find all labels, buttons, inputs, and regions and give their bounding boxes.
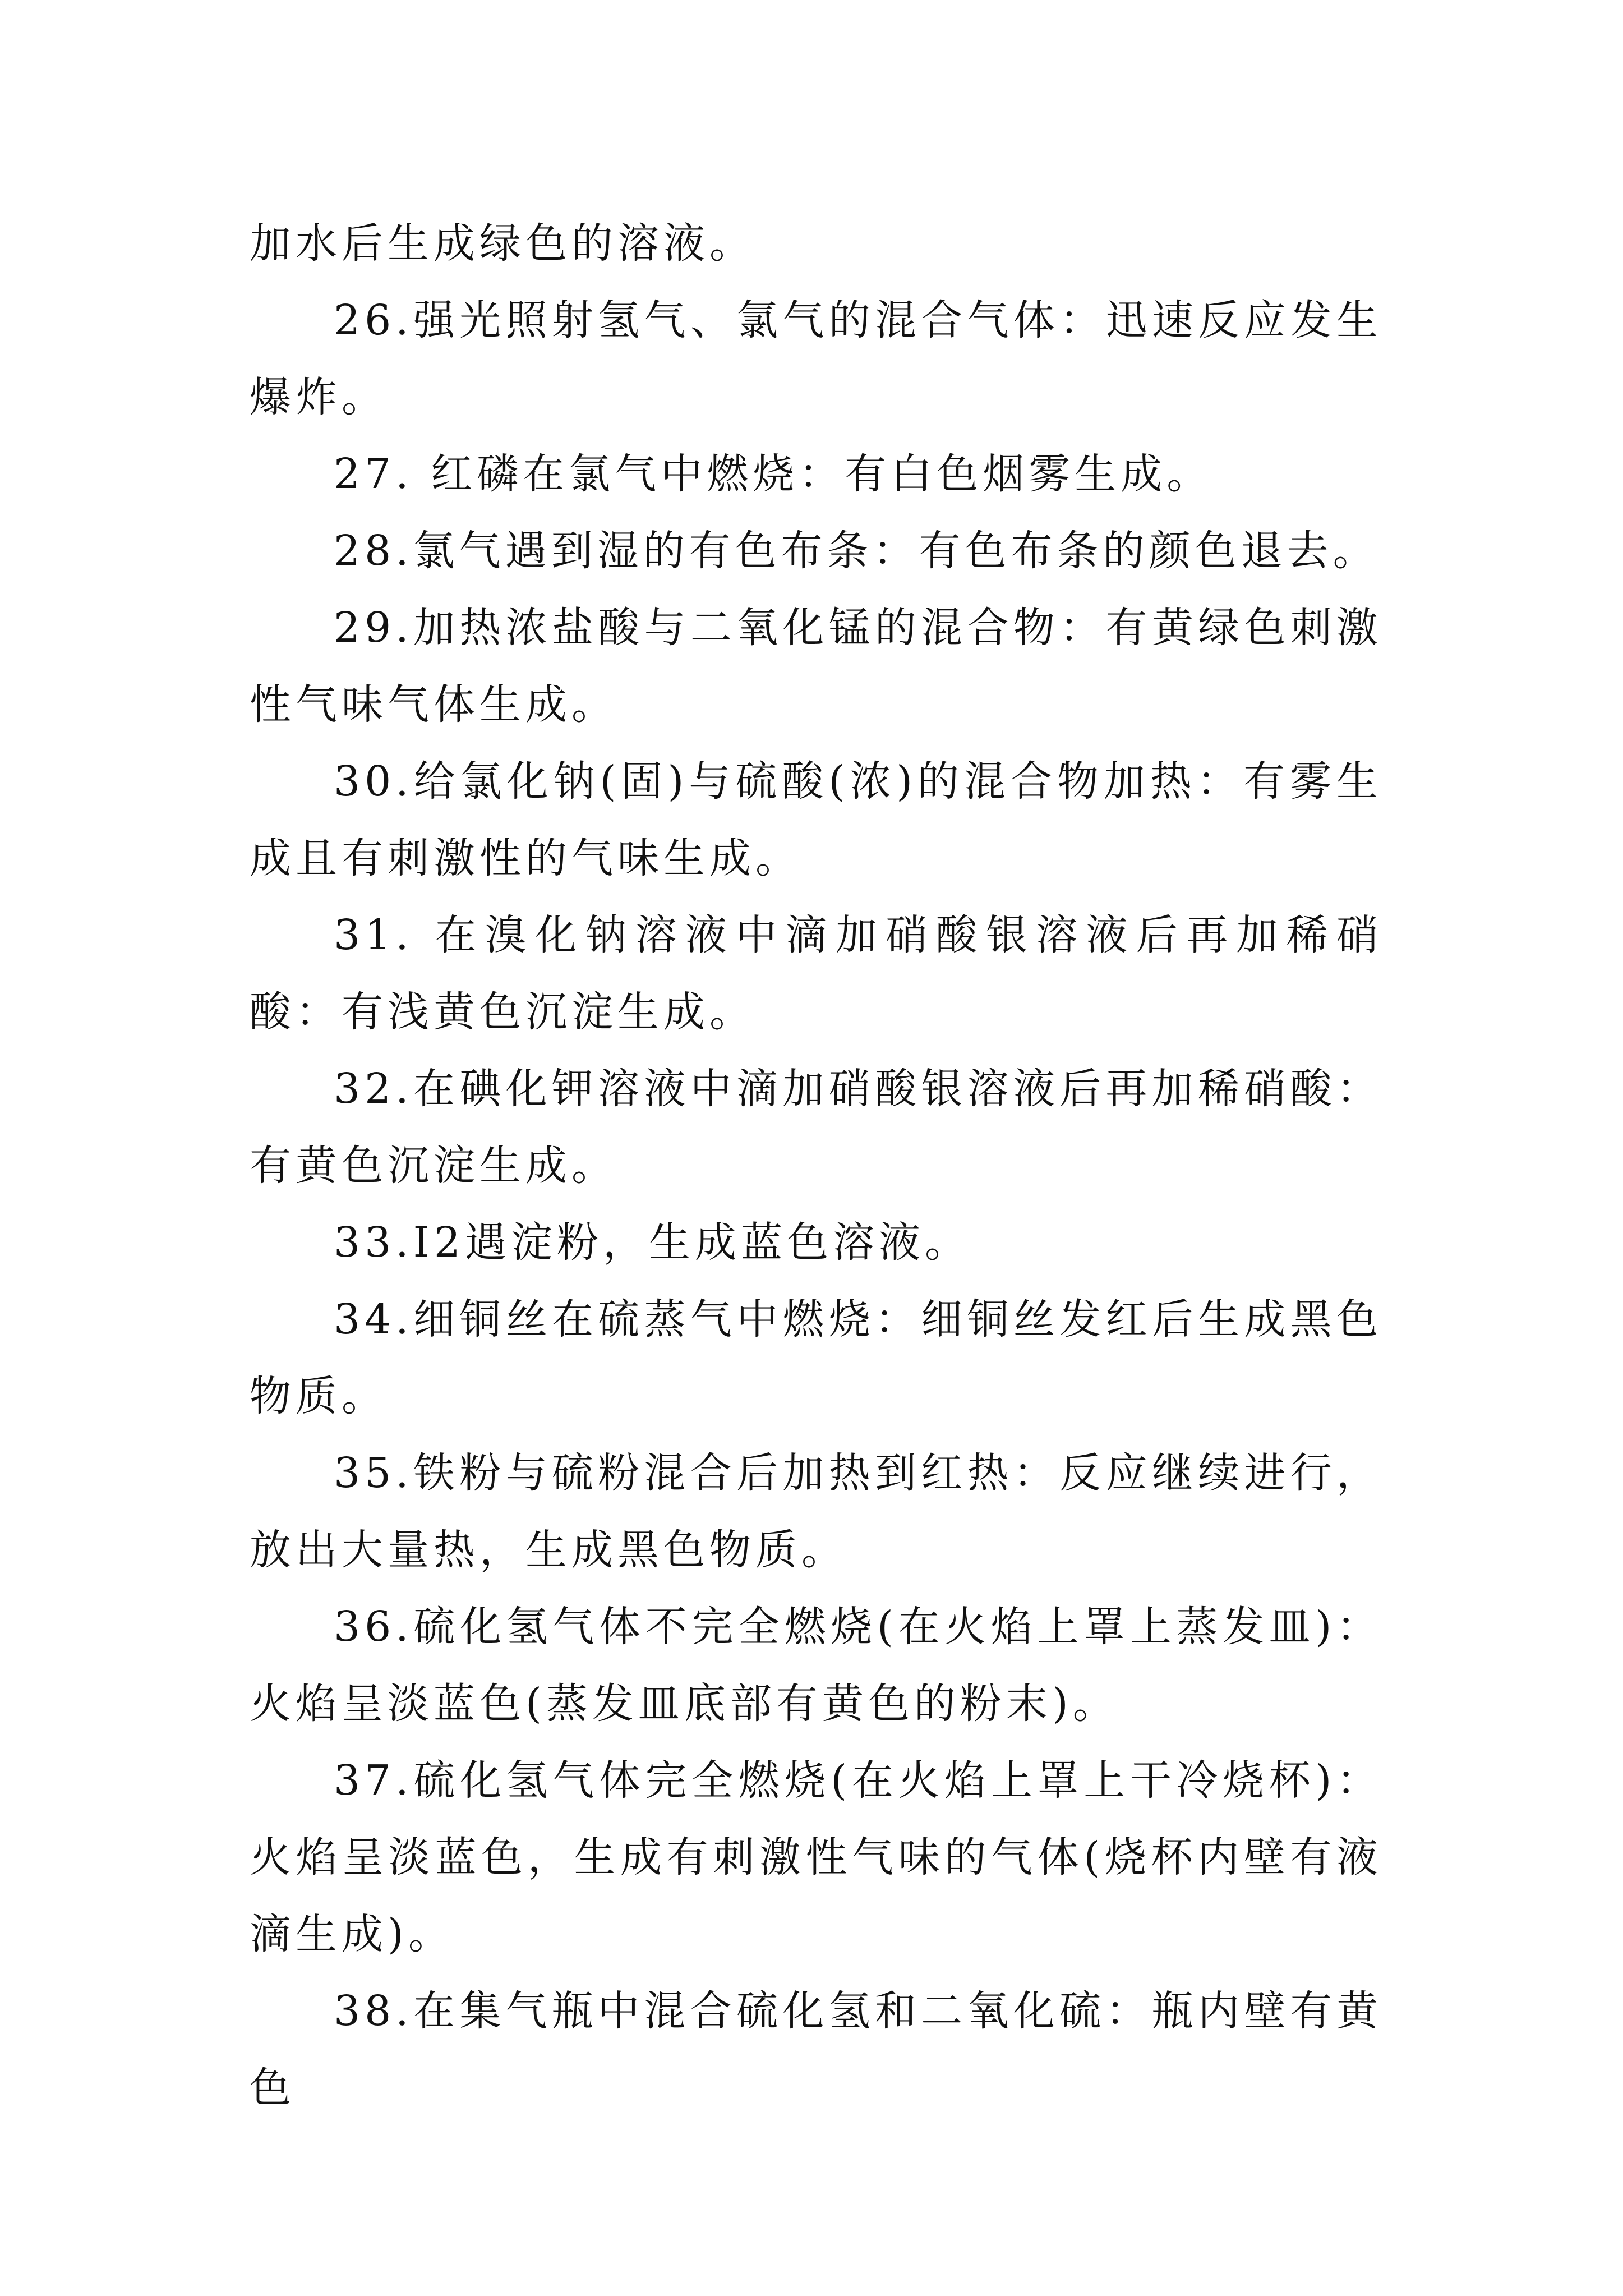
paragraph-item-34: 34.细铜丝在硫蒸气中燃烧：细铜丝发红后生成黑色物质。: [250, 1295, 1382, 1420]
paragraph-item-37: 37.硫化氢气体完全燃烧(在火焰上罩上干冷烧杯)：火焰呈淡蓝色，生成有刺激性气味的气体(烧杯内壁有液滴生成)。: [250, 1756, 1382, 1958]
paragraph-item-26: 26.强光照射氢气、氯气的混合气体：迅速反应发生爆炸。: [250, 296, 1382, 421]
paragraph-item-27: 27. 红磷在氯气中燃烧：有白色烟雾生成。: [334, 450, 1213, 498]
paragraph-item-29: 29.加热浓盐酸与二氧化锰的混合物：有黄绿色刺激性气味气体生成。: [250, 604, 1382, 729]
document-body: [250, 205, 1382, 2127]
paragraph-item-38: 38.在集气瓶中混合硫化氢和二氧化硫：瓶内壁有黄色: [250, 1987, 1382, 2112]
paragraph-item-30: 30.给氯化钠(固)与硫酸(浓)的混合物加热：有雾生成且有刺激性的气味生成。: [250, 757, 1382, 882]
paragraph-item-36: 36.硫化氢气体不完全燃烧(在火焰上罩上蒸发皿)：火焰呈淡蓝色(蒸发皿底部有黄色的粉末)。: [250, 1603, 1382, 1728]
paragraph-item-31: 31. 在溴化钠溶液中滴加硝酸银溶液后再加稀硝酸：有浅黄色沉淀生成。: [250, 911, 1382, 1036]
paragraph-item-28: 28.氯气遇到湿的有色布条：有色布条的颜色退去。: [334, 527, 1379, 575]
paragraph-item-35: 35.铁粉与硫粉混合后加热到红热：反应继续进行，放出大量热，生成黑色物质。: [250, 1449, 1382, 1574]
paragraph-item-33: 33.I2遇淀粉，生成蓝色溶液。: [334, 1218, 971, 1267]
paragraph-continuation: 加水后生成绿色的溶液。: [250, 219, 755, 268]
paragraph-item-32: 32.在碘化钾溶液中滴加硝酸银溶液后再加稀硝酸：有黄色沉淀生成。: [250, 1065, 1382, 1190]
